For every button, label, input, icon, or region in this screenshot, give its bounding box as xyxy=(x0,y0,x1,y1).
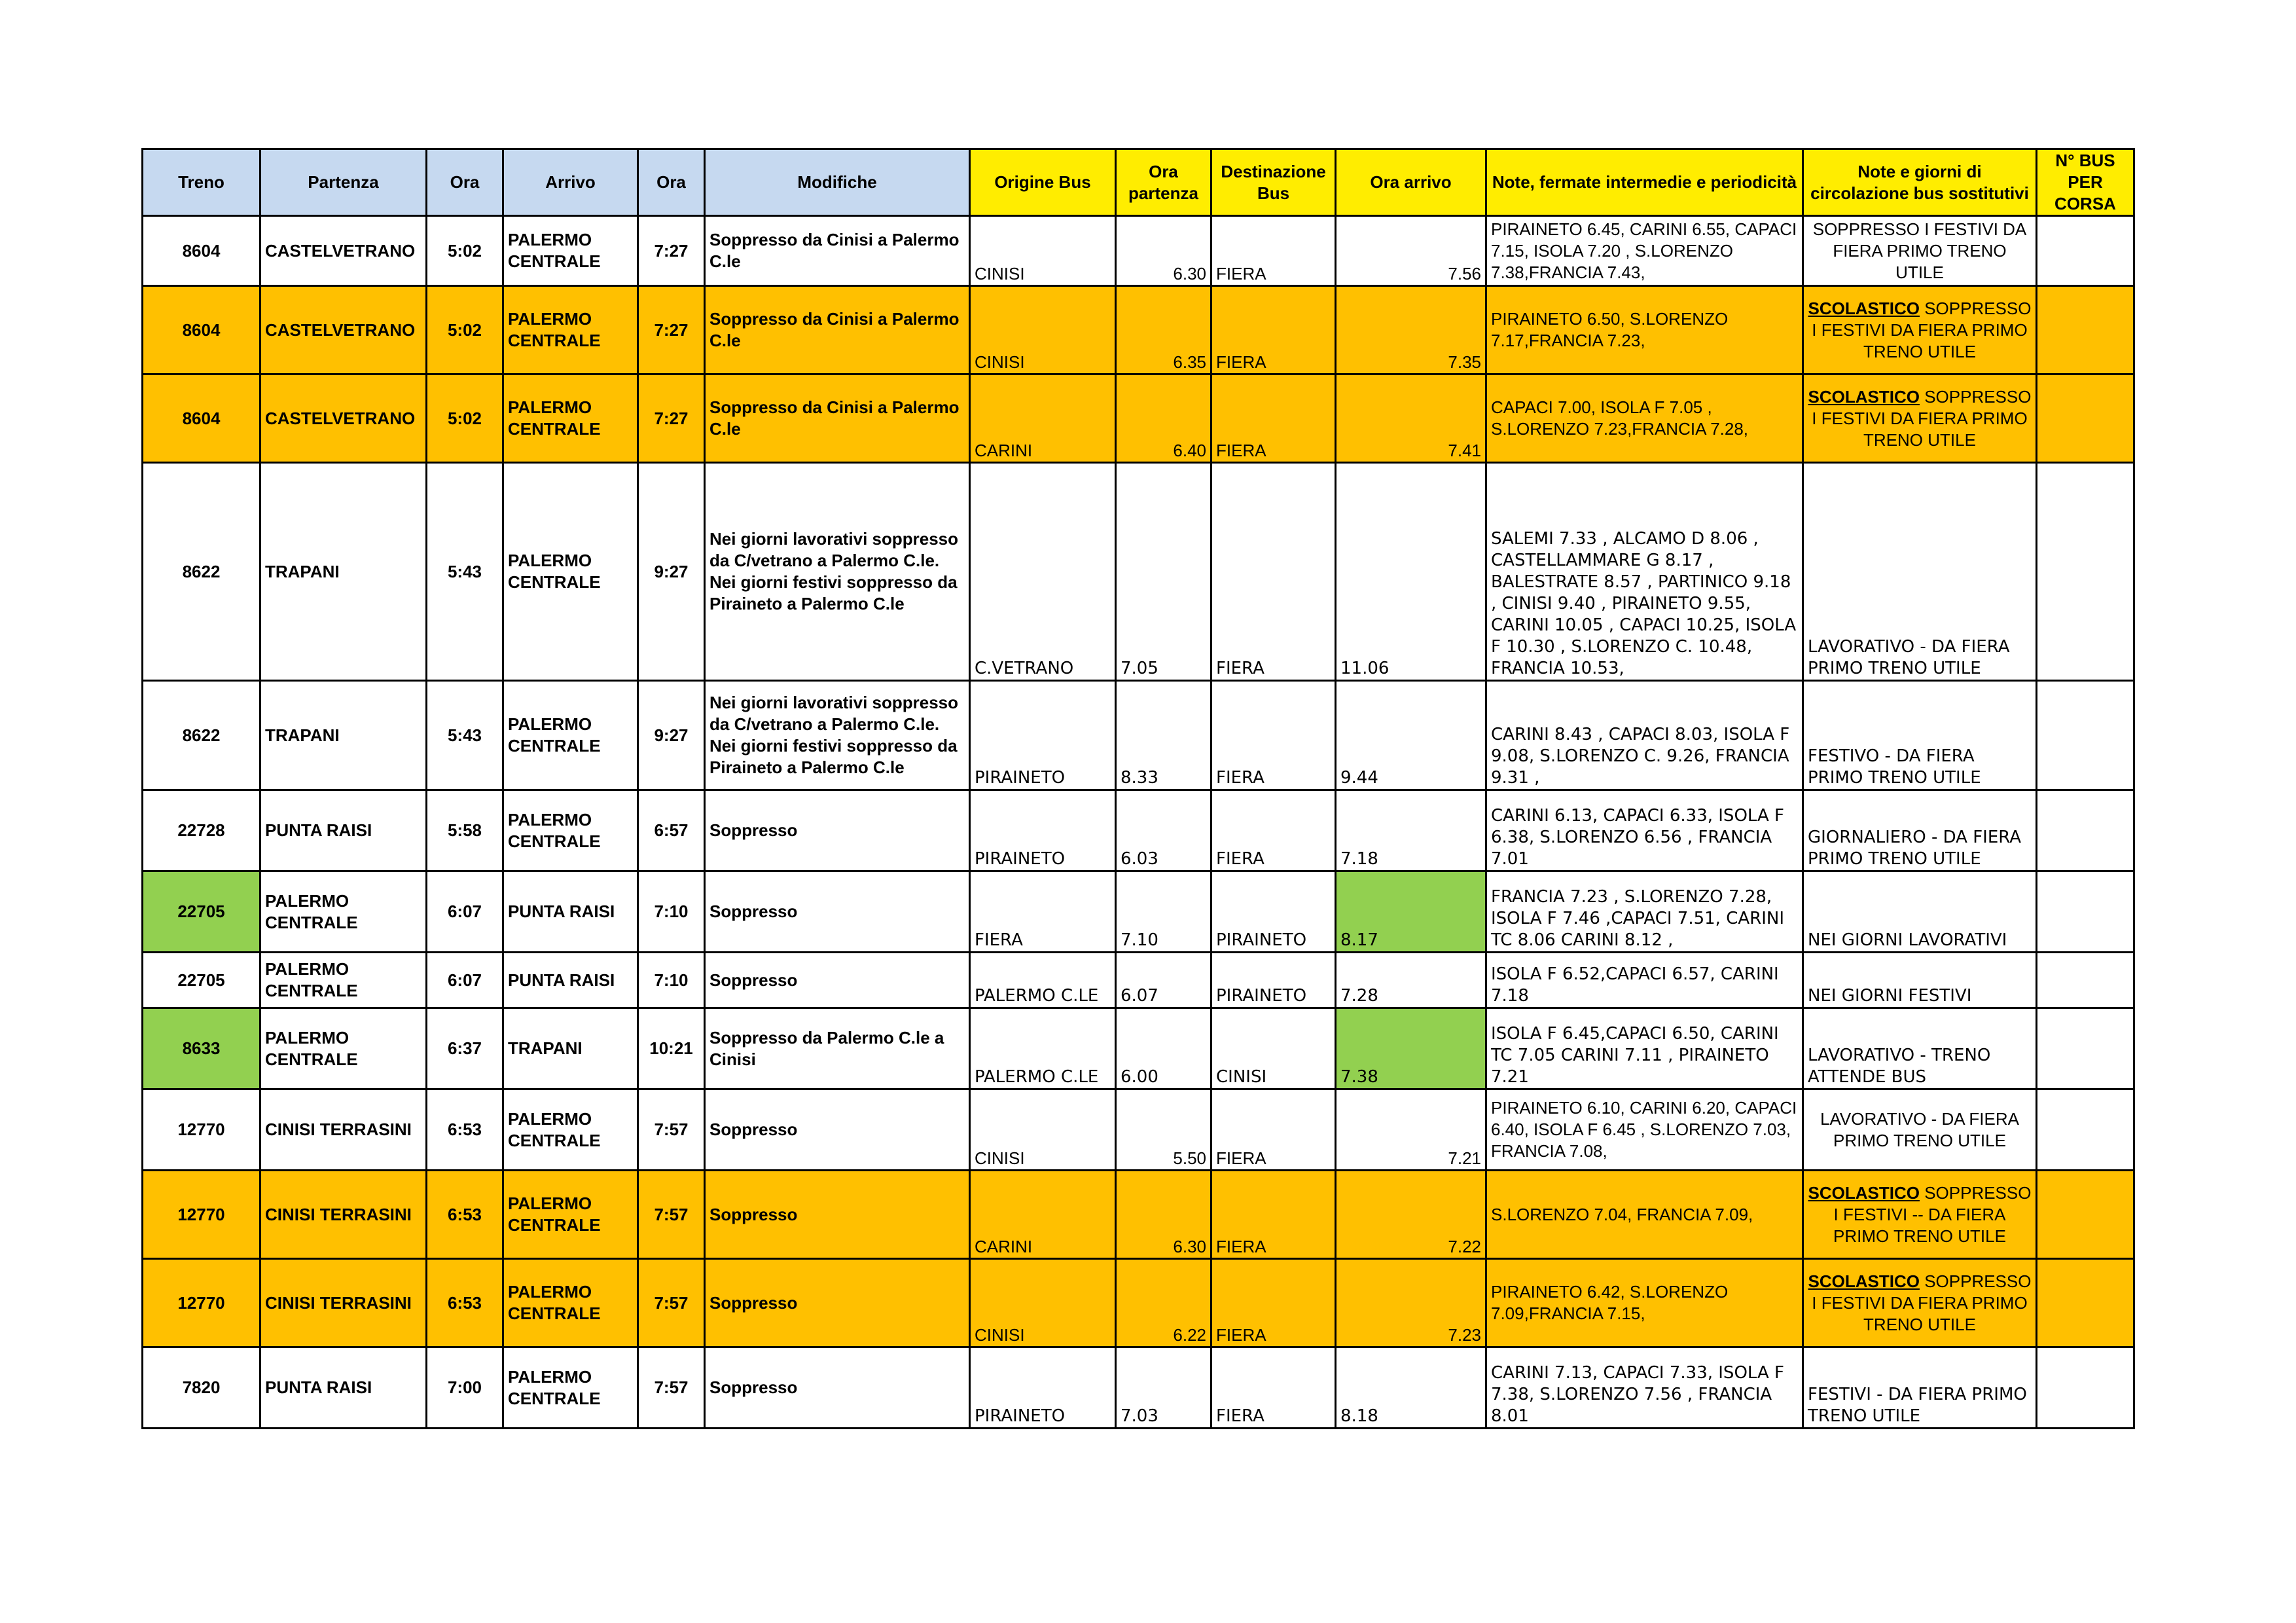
cell-treno: 22728 xyxy=(143,790,260,871)
cell-arrivo: PALERMO CENTRALE xyxy=(503,790,638,871)
cell-origine-bus: CINISI xyxy=(970,1089,1116,1171)
cell-note-giorni xyxy=(1803,681,2037,790)
cell-treno: 7820 xyxy=(143,1347,260,1429)
cell-note-giorni xyxy=(1803,463,2037,681)
cell-modifiche: Soppresso da Cinisi a Palermo C.le xyxy=(705,286,970,374)
giorni-text: LAVORATIVO - DA FIERA PRIMO TRENO UTILE xyxy=(1820,1108,2019,1150)
cell-treno: 8604 xyxy=(143,216,260,286)
header-note: Note, fermate intermedie e periodicità xyxy=(1486,149,1803,216)
cell-ora-partenza-bus: 6.07 xyxy=(1116,953,1211,1008)
cell-modifiche: Soppresso da Cinisi a Palermo C.le xyxy=(705,216,970,286)
cell-origine-bus: C.VETRANO xyxy=(970,463,1116,681)
cell-origine-bus: PIRAINETO xyxy=(970,681,1116,790)
table-row xyxy=(143,953,2134,1008)
cell-n-bus xyxy=(2037,216,2134,286)
table-row xyxy=(143,374,2134,463)
cell-note-giorni xyxy=(1803,1008,2037,1089)
cell-note-giorni xyxy=(1803,1171,2037,1259)
cell-ora-partenza-treno: 6:07 xyxy=(427,871,503,953)
cell-partenza: PALERMO CENTRALE xyxy=(260,1008,427,1089)
cell-ora-arrivo-bus: 7.56 xyxy=(1336,216,1486,286)
table-row xyxy=(143,463,2134,681)
cell-note-giorni xyxy=(1803,871,2037,953)
cell-ora-partenza-treno: 5:43 xyxy=(427,681,503,790)
cell-arrivo: PALERMO CENTRALE xyxy=(503,286,638,374)
cell-arrivo: TRAPANI xyxy=(503,1008,638,1089)
giorni-text: SOPPRESSO I FESTIVI DA FIERA PRIMO TRENO UTILE xyxy=(1812,1271,2032,1334)
cell-ora-partenza-bus: 6.22 xyxy=(1116,1259,1211,1347)
cell-arrivo: PALERMO CENTRALE xyxy=(503,1347,638,1429)
giorni-text: FESTIVO - DA FIERA PRIMO TRENO UTILE xyxy=(1808,746,1981,788)
cell-destinazione-bus: PIRAINETO xyxy=(1211,953,1336,1008)
cell-ora-partenza-bus: 6.30 xyxy=(1116,1171,1211,1259)
cell-note-giorni xyxy=(1803,216,2037,286)
cell-arrivo: PALERMO CENTRALE xyxy=(503,216,638,286)
cell-ora-arrivo-treno: 9:27 xyxy=(638,463,705,681)
cell-modifiche: Soppresso xyxy=(705,871,970,953)
cell-modifiche: Soppresso xyxy=(705,790,970,871)
scolastico-label: SCOLASTICO xyxy=(1808,298,1920,318)
cell-ora-arrivo-treno: 6:57 xyxy=(638,790,705,871)
cell-origine-bus: CINISI xyxy=(970,286,1116,374)
cell-ora-arrivo-bus: 7.22 xyxy=(1336,1171,1486,1259)
cell-partenza: CINISI TERRASINI xyxy=(260,1171,427,1259)
header-ora-partenza: Ora partenza xyxy=(1116,149,1211,216)
cell-partenza: TRAPANI xyxy=(260,681,427,790)
giorni-text: LAVORATIVO - DA FIERA PRIMO TRENO UTILE xyxy=(1808,637,2010,678)
scolastico-label: SCOLASTICO xyxy=(1808,386,1920,407)
cell-arrivo: PALERMO CENTRALE xyxy=(503,681,638,790)
cell-ora-partenza-treno: 6:53 xyxy=(427,1259,503,1347)
cell-ora-arrivo-bus: 7.35 xyxy=(1336,286,1486,374)
giorni-text: SOPPRESSO I FESTIVI DA FIERA PRIMO TRENO UTILE xyxy=(1812,219,2027,282)
cell-modifiche: Soppresso da Cinisi a Palermo C.le xyxy=(705,374,970,463)
cell-ora-partenza-treno: 5:58 xyxy=(427,790,503,871)
cell-partenza: PUNTA RAISI xyxy=(260,1347,427,1429)
cell-partenza: TRAPANI xyxy=(260,463,427,681)
cell-arrivo: PALERMO CENTRALE xyxy=(503,1089,638,1171)
cell-n-bus xyxy=(2037,1008,2134,1089)
cell-destinazione-bus: FIERA xyxy=(1211,374,1336,463)
cell-ora-arrivo-treno: 7:57 xyxy=(638,1171,705,1259)
cell-destinazione-bus: FIERA xyxy=(1211,216,1336,286)
cell-note-fermate: PIRAINETO 6.42, S.LORENZO 7.09,FRANCIA 7.15, xyxy=(1486,1259,1803,1347)
table-row xyxy=(143,871,2134,953)
cell-ora-arrivo-bus: 11.06 xyxy=(1336,463,1486,681)
cell-partenza: CINISI TERRASINI xyxy=(260,1259,427,1347)
cell-destinazione-bus: PIRAINETO xyxy=(1211,871,1336,953)
cell-note-fermate: CAPACI 7.00, ISOLA F 7.05 , S.LORENZO 7.23,FRANCIA 7.28, xyxy=(1486,374,1803,463)
cell-destinazione-bus: FIERA xyxy=(1211,1171,1336,1259)
cell-ora-arrivo-bus: 7.38 xyxy=(1336,1008,1486,1089)
cell-note-fermate: ISOLA F 6.52,CAPACI 6.57, CARINI 7.18 xyxy=(1486,953,1803,1008)
cell-treno: 12770 xyxy=(143,1089,260,1171)
cell-destinazione-bus: FIERA xyxy=(1211,1089,1336,1171)
bus-substitution-table xyxy=(141,148,2135,1429)
header-n-bus: N° BUS PER CORSA xyxy=(2037,149,2134,216)
cell-ora-arrivo-bus: 7.21 xyxy=(1336,1089,1486,1171)
cell-ora-arrivo-treno: 7:57 xyxy=(638,1089,705,1171)
cell-n-bus xyxy=(2037,286,2134,374)
cell-ora-arrivo-treno: 7:10 xyxy=(638,871,705,953)
table-row xyxy=(143,1259,2134,1347)
cell-ora-arrivo-bus: 7.41 xyxy=(1336,374,1486,463)
cell-modifiche: Soppresso xyxy=(705,1259,970,1347)
giorni-text: FESTIVI - DA FIERA PRIMO TRENO UTILE xyxy=(1808,1385,2027,1426)
cell-n-bus xyxy=(2037,463,2134,681)
cell-ora-partenza-treno: 5:02 xyxy=(427,286,503,374)
cell-note-fermate: S.LORENZO 7.04, FRANCIA 7.09, xyxy=(1486,1171,1803,1259)
header-partenza: Partenza xyxy=(260,149,427,216)
cell-ora-arrivo-bus: 9.44 xyxy=(1336,681,1486,790)
cell-ora-partenza-bus: 7.10 xyxy=(1116,871,1211,953)
header-ora-arrivo: Ora arrivo xyxy=(1336,149,1486,216)
cell-modifiche: Soppresso xyxy=(705,1089,970,1171)
cell-ora-partenza-treno: 5:02 xyxy=(427,374,503,463)
cell-destinazione-bus: FIERA xyxy=(1211,1259,1336,1347)
cell-n-bus xyxy=(2037,374,2134,463)
cell-note-giorni xyxy=(1803,1089,2037,1171)
cell-arrivo: PALERMO CENTRALE xyxy=(503,463,638,681)
cell-destinazione-bus: FIERA xyxy=(1211,1347,1336,1429)
cell-treno: 22705 xyxy=(143,871,260,953)
cell-note-fermate: CARINI 8.43 , CAPACI 8.03, ISOLA F 9.08, S.LORENZO C. 9.26, FRANCIA 9.31 , xyxy=(1486,681,1803,790)
giorni-text: SOPPRESSO I FESTIVI DA FIERA PRIMO TRENO UTILE xyxy=(1812,386,2032,450)
cell-modifiche: Soppresso xyxy=(705,953,970,1008)
cell-ora-arrivo-treno: 7:57 xyxy=(638,1347,705,1429)
cell-ora-arrivo-treno: 7:57 xyxy=(638,1259,705,1347)
cell-modifiche: Nei giorni lavorativi soppresso da C/vetrano a Palermo C.le. Nei giorni festivi soppresso da Piraineto a Palermo C.le xyxy=(705,463,970,681)
cell-treno: 8604 xyxy=(143,374,260,463)
cell-modifiche: Nei giorni lavorativi soppresso da C/vetrano a Palermo C.le. Nei giorni festivi soppresso da Piraineto a Palermo C.le xyxy=(705,681,970,790)
cell-destinazione-bus: FIERA xyxy=(1211,286,1336,374)
cell-destinazione-bus: FIERA xyxy=(1211,790,1336,871)
cell-partenza: CASTELVETRANO xyxy=(260,374,427,463)
cell-ora-partenza-treno: 6:53 xyxy=(427,1171,503,1259)
cell-ora-arrivo-bus: 8.17 xyxy=(1336,871,1486,953)
cell-arrivo: PUNTA RAISI xyxy=(503,953,638,1008)
cell-ora-partenza-treno: 6:53 xyxy=(427,1089,503,1171)
cell-n-bus xyxy=(2037,790,2134,871)
table-row xyxy=(143,286,2134,374)
cell-note-giorni xyxy=(1803,790,2037,871)
cell-treno: 8633 xyxy=(143,1008,260,1089)
giorni-text: NEI GIORNI FESTIVI xyxy=(1808,986,1972,1006)
cell-ora-partenza-treno: 5:02 xyxy=(427,216,503,286)
giorni-text: SOPPRESSO I FESTIVI DA FIERA PRIMO TRENO UTILE xyxy=(1812,298,2032,361)
cell-treno: 8622 xyxy=(143,463,260,681)
cell-destinazione-bus: FIERA xyxy=(1211,681,1336,790)
cell-note-giorni xyxy=(1803,1347,2037,1429)
cell-origine-bus: PIRAINETO xyxy=(970,1347,1116,1429)
cell-ora-partenza-bus: 5.50 xyxy=(1116,1089,1211,1171)
cell-n-bus xyxy=(2037,1347,2134,1429)
cell-modifiche: Soppresso da Palermo C.le a Cinisi xyxy=(705,1008,970,1089)
cell-origine-bus: CINISI xyxy=(970,1259,1116,1347)
cell-ora-partenza-bus: 6.03 xyxy=(1116,790,1211,871)
cell-note-fermate: PIRAINETO 6.50, S.LORENZO 7.17,FRANCIA 7.23, xyxy=(1486,286,1803,374)
cell-arrivo: PALERMO CENTRALE xyxy=(503,374,638,463)
cell-ora-arrivo-bus: 7.23 xyxy=(1336,1259,1486,1347)
cell-ora-arrivo-treno: 7:10 xyxy=(638,953,705,1008)
cell-n-bus xyxy=(2037,681,2134,790)
giorni-text: NEI GIORNI LAVORATIVI xyxy=(1808,930,2007,950)
cell-ora-arrivo-treno: 7:27 xyxy=(638,374,705,463)
cell-note-giorni xyxy=(1803,953,2037,1008)
cell-arrivo: PUNTA RAISI xyxy=(503,871,638,953)
cell-note-giorni xyxy=(1803,286,2037,374)
cell-partenza: PUNTA RAISI xyxy=(260,790,427,871)
header-treno: Treno xyxy=(143,149,260,216)
giorni-text: GIORNALIERO - DA FIERA PRIMO TRENO UTILE xyxy=(1808,828,2022,869)
cell-note-fermate: PIRAINETO 6.10, CARINI 6.20, CAPACI 6.40, ISOLA F 6.45 , S.LORENZO 7.03, FRANCIA 7.08, xyxy=(1486,1089,1803,1171)
cell-ora-partenza-bus: 6.30 xyxy=(1116,216,1211,286)
cell-n-bus xyxy=(2037,871,2134,953)
cell-note-fermate: CARINI 7.13, CAPACI 7.33, ISOLA F 7.38, S.LORENZO 7.56 , FRANCIA 8.01 xyxy=(1486,1347,1803,1429)
cell-note-giorni xyxy=(1803,374,2037,463)
cell-partenza: CASTELVETRANO xyxy=(260,216,427,286)
cell-partenza: PALERMO CENTRALE xyxy=(260,871,427,953)
cell-ora-arrivo-bus: 7.18 xyxy=(1336,790,1486,871)
cell-modifiche: Soppresso xyxy=(705,1347,970,1429)
cell-ora-partenza-treno: 5:43 xyxy=(427,463,503,681)
cell-note-fermate: SALEMI 7.33 , ALCAMO D 8.06 , CASTELLAMMARE G 8.17 , BALESTRATE 8.57 , PARTINICO 9.18 , CINISI 9.40 , PIRAINETO 9.55, CARINI 10.05 , CAPACI 10.25, ISOLA F 10.30 , S.LORENZO C. 10.48, FRANCIA 10.53, xyxy=(1486,463,1803,681)
cell-origine-bus: CARINI xyxy=(970,1171,1116,1259)
cell-destinazione-bus: FIERA xyxy=(1211,463,1336,681)
cell-ora-partenza-bus: 6.35 xyxy=(1116,286,1211,374)
cell-ora-arrivo-treno: 7:27 xyxy=(638,216,705,286)
scolastico-label: SCOLASTICO xyxy=(1808,1182,1920,1203)
cell-origine-bus: CINISI xyxy=(970,216,1116,286)
cell-ora-arrivo-treno: 9:27 xyxy=(638,681,705,790)
cell-origine-bus: CARINI xyxy=(970,374,1116,463)
cell-note-fermate: FRANCIA 7.23 , S.LORENZO 7.28, ISOLA F 7.46 ,CAPACI 7.51, CARINI TC 8.06 CARINI 8.12 , xyxy=(1486,871,1803,953)
cell-n-bus xyxy=(2037,953,2134,1008)
cell-ora-partenza-treno: 6:07 xyxy=(427,953,503,1008)
table-row xyxy=(143,681,2134,790)
cell-treno: 8604 xyxy=(143,286,260,374)
header-note-giorni: Note e giorni di circolazione bus sostitutivi xyxy=(1803,149,2037,216)
cell-ora-partenza-bus: 6.00 xyxy=(1116,1008,1211,1089)
cell-treno: 12770 xyxy=(143,1259,260,1347)
header-ora: Ora xyxy=(427,149,503,216)
cell-ora-partenza-treno: 6:37 xyxy=(427,1008,503,1089)
cell-partenza: PALERMO CENTRALE xyxy=(260,953,427,1008)
cell-treno: 8622 xyxy=(143,681,260,790)
cell-ora-arrivo-bus: 8.18 xyxy=(1336,1347,1486,1429)
cell-arrivo: PALERMO CENTRALE xyxy=(503,1171,638,1259)
cell-ora-arrivo-treno: 10:21 xyxy=(638,1008,705,1089)
header-ora-arrivo-treno: Ora xyxy=(638,149,705,216)
table-row xyxy=(143,790,2134,871)
header-destinazione-bus: Destinazione Bus xyxy=(1211,149,1336,216)
header-origine-bus: Origine Bus xyxy=(970,149,1116,216)
cell-note-fermate: PIRAINETO 6.45, CARINI 6.55, CAPACI 7.15, ISOLA 7.20 , S.LORENZO 7.38,FRANCIA 7.43, xyxy=(1486,216,1803,286)
scolastico-label: SCOLASTICO xyxy=(1808,1271,1920,1291)
table-row xyxy=(143,1089,2134,1171)
header-modifiche: Modifiche xyxy=(705,149,970,216)
cell-destinazione-bus: CINISI xyxy=(1211,1008,1336,1089)
giorni-text: SOPPRESSO I FESTIVI -- DA FIERA PRIMO TRENO UTILE xyxy=(1833,1182,2032,1246)
table-row xyxy=(143,216,2134,286)
cell-ora-arrivo-bus: 7.28 xyxy=(1336,953,1486,1008)
cell-n-bus xyxy=(2037,1171,2134,1259)
cell-origine-bus: PALERMO C.LE xyxy=(970,953,1116,1008)
cell-note-giorni xyxy=(1803,1259,2037,1347)
cell-treno: 22705 xyxy=(143,953,260,1008)
cell-partenza: CASTELVETRANO xyxy=(260,286,427,374)
cell-arrivo: PALERMO CENTRALE xyxy=(503,1259,638,1347)
header-row xyxy=(143,149,2134,216)
cell-ora-partenza-bus: 7.03 xyxy=(1116,1347,1211,1429)
cell-ora-partenza-bus: 6.40 xyxy=(1116,374,1211,463)
header-arrivo: Arrivo xyxy=(503,149,638,216)
cell-modifiche: Soppresso xyxy=(705,1171,970,1259)
cell-origine-bus: PALERMO C.LE xyxy=(970,1008,1116,1089)
cell-n-bus xyxy=(2037,1089,2134,1171)
giorni-text: LAVORATIVO - TRENO ATTENDE BUS xyxy=(1808,1046,1991,1087)
table-row xyxy=(143,1008,2134,1089)
cell-origine-bus: FIERA xyxy=(970,871,1116,953)
cell-note-fermate: ISOLA F 6.45,CAPACI 6.50, CARINI TC 7.05 CARINI 7.11 , PIRAINETO 7.21 xyxy=(1486,1008,1803,1089)
cell-origine-bus: PIRAINETO xyxy=(970,790,1116,871)
cell-ora-partenza-bus: 8.33 xyxy=(1116,681,1211,790)
cell-treno: 12770 xyxy=(143,1171,260,1259)
cell-ora-partenza-treno: 7:00 xyxy=(427,1347,503,1429)
cell-ora-arrivo-treno: 7:27 xyxy=(638,286,705,374)
cell-n-bus xyxy=(2037,1259,2134,1347)
cell-ora-partenza-bus: 7.05 xyxy=(1116,463,1211,681)
cell-partenza: CINISI TERRASINI xyxy=(260,1089,427,1171)
cell-note-fermate: CARINI 6.13, CAPACI 6.33, ISOLA F 6.38, S.LORENZO 6.56 , FRANCIA 7.01 xyxy=(1486,790,1803,871)
table-row xyxy=(143,1171,2134,1259)
table-row xyxy=(143,1347,2134,1429)
